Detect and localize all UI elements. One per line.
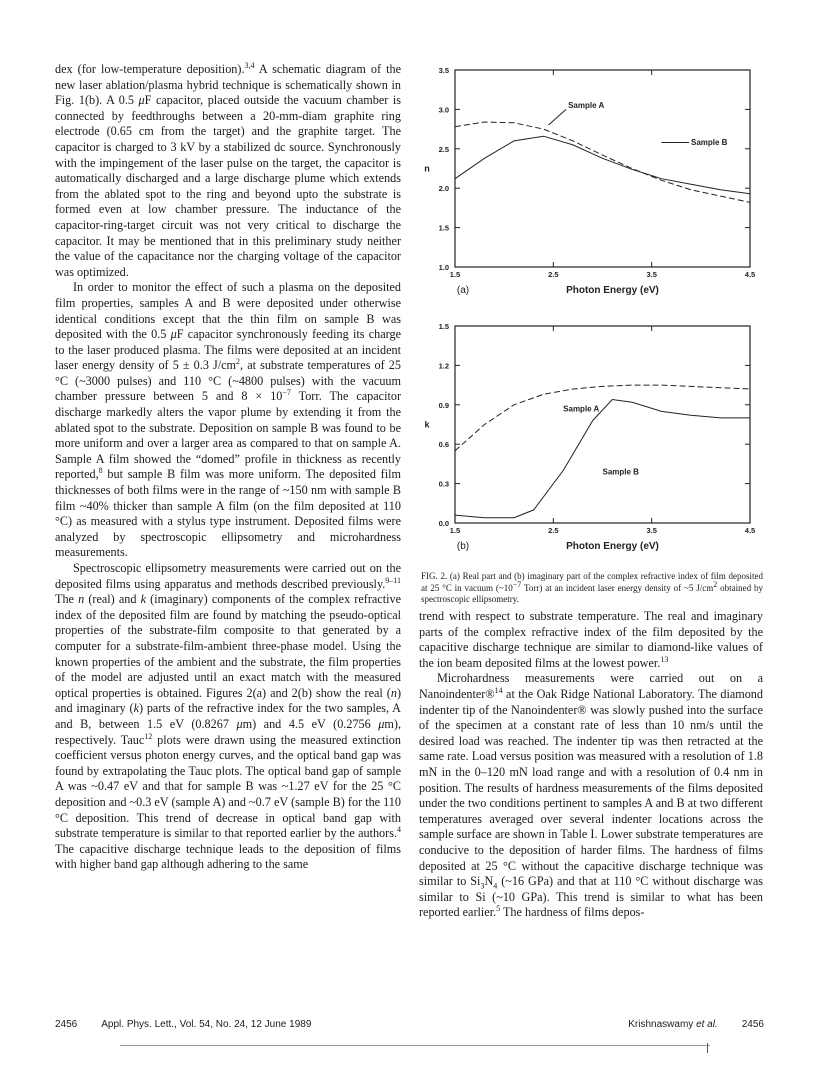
- series-label-leader: [548, 109, 566, 125]
- paragraph: In order to monitor the effect of such a plasma on the deposited film properties, samples A and B were deposited under otherwise identical conditions except that the thin film on sample B was deposited with the 0.5 μF capacitor synchronously feeding its charge to the laser produced plasma. The films were deposited at an incident laser energy density of 5 ± 0.3 $J/cm^2$, at substrate temperatures of 25 °C (~3000 pulses) and 110 °C (~4800 pulses) with the vacuum chamber pressure between 5 and $8 \times 10^{-7}$ Torr. The capacitor discharge markedly alters the vapor plume by extending it from the ablated spot to the substrate. Deposition on sample B was found to be more uniform and over a larger area as compared to that on sample A. Sample A film showed the “domed” profile in thickness as recently reported,$^8$ but sample B film was more uniform. The deposited film thicknesses of both films were in the range of ~150 nm with sample B film ~40% thicker than sample A film (on the film deposited at 110 °C) as measured with a stylus type instrument. Deposited films were analyzed by spectroscopic ellipsometry and microhardness measurements.: [55, 280, 401, 560]
- x-tick-label: 3.5: [646, 526, 657, 535]
- y-tick-label: 2.5: [438, 144, 449, 154]
- y-tick-label: 1.5: [438, 223, 449, 233]
- y-axis-label: k: [424, 419, 430, 430]
- y-axis-label: n: [424, 163, 430, 174]
- y-tick-label: 3.5: [438, 66, 449, 75]
- footer-right: [588, 1019, 764, 1030]
- series-label: Sample A: [568, 100, 605, 110]
- series-line-sample-a: [455, 385, 750, 451]
- x-tick-label: 2.5: [548, 270, 559, 279]
- running-author: Krishnaswamy: [628, 1019, 694, 1030]
- y-tick-label: 0.0: [438, 519, 449, 528]
- x-axis-label: Photon Energy (eV): [566, 285, 659, 296]
- plot-frame: [455, 326, 750, 523]
- x-tick-label: 4.5: [744, 270, 756, 279]
- series-label: Sample B: [602, 467, 639, 477]
- bottom-tick: [707, 1043, 708, 1053]
- y-tick-label: 1.5: [438, 322, 449, 331]
- figure-2b: [419, 316, 769, 564]
- y-tick-label: 3.0: [438, 105, 449, 115]
- panel-label: (b): [456, 541, 470, 552]
- running-author-etal: et al.: [696, 1019, 718, 1030]
- y-tick-label: 0.3: [438, 479, 449, 489]
- footer-left: [55, 1019, 311, 1030]
- y-tick-label: 2.0: [438, 184, 449, 194]
- series-label: Sample B: [691, 137, 728, 147]
- page-number: 2456: [55, 1019, 78, 1030]
- paragraph: Spectroscopic ellipsometry measurements were carried out on the deposited films using apparatus and methods described previously.$^{9-11}$ The n (real) and k (imaginary) components of the complex refractive index of the deposited film are found by matching the pseudo-optical properties of the substrate-film composite to that generated by a computer for a substrate-film-ambient three-phase model. Using the known properties of the ambient and the substrate, the film properties of the model are adjusted until an exact match with the measured optical properties is obtained. Figures 2(a) and 2(b) show the real (n) and imaginary (k) parts of the refractive index for the two samples, A and B, between 1.5 eV (0.8267 μm) and 4.5 eV (0.2756 μm), respectively. Tauc$^{12}$ plots were drawn using the measured extinction coefficient versus photon energy curves, and the optical band gap was found by extrapolating the Tauc plots. The optical band gap of sample A was ~0.47 eV and that for sample B was ~1.27 eV for the 25 °C deposition and ~0.3 eV (sample A) and ~0.7 eV (sample B) for the 110 °C deposition. This trend of decrease in optical band gap with substrate temperature is similar to that reported earlier by the authors.$^4$ The capacitive discharge technique leads to the deposition of films with higher band gap although adhering to the same: [55, 561, 401, 872]
- bottom-rule: [120, 1045, 710, 1046]
- x-tick-label: 1.5: [449, 526, 461, 535]
- figure-caption: FIG. 2. (a) Real part and (b) imaginary part of the complex refractive index of film deposited at 25 °C in vacuum ($\sim 10^{-7}$ Torr) at an incident laser energy density of ~5 $J/cm^2$ obtained by spectroscopic ellipsometry.: [421, 571, 763, 604]
- y-tick-label: 1.2: [438, 361, 449, 371]
- x-axis-label: Photon Energy (eV): [566, 541, 659, 552]
- paragraph: dex (for low-temperature deposition).$^{3,4}$ A schematic diagram of the new laser ablation/plasma hybrid technique is schematically shown in Fig. 1(b). A 0.5 μF capacitor, placed outside the vacuum chamber is connected by feedthroughs between a 20-mm-diam graphite ring electrode (0.65 cm from the target) and the graphite target. The capacitor is charged to 3 kV by a stabilized dc source. Synchronously with the impingement of the laser pulse on the target, the capacitor is automatically discharged and a large discharge plume which extends from the ablated spot to the ring and beyond upto the substrate is formed even at low chamber pressure. The inductance of the capacitor-ring-target circuit was not very critical to discharge the capacitor. It may be mentioned that in this preliminary study neither the value of the capacitance nor the charging voltage of the capacitor was optimized.: [55, 60, 401, 279]
- left-column: [55, 62, 401, 873]
- x-tick-label: 4.5: [744, 526, 756, 535]
- series-line-sample-a: [455, 122, 750, 202]
- right-column: [419, 609, 763, 921]
- plot-frame: [455, 70, 750, 267]
- series-label: Sample A: [563, 404, 600, 414]
- x-tick-label: 2.5: [548, 526, 559, 535]
- chart-n-vs-energy: [419, 60, 769, 310]
- y-tick-label: 1.0: [438, 263, 449, 272]
- page-number: 2456: [741, 1019, 764, 1030]
- paragraph: trend with respect to substrate temperature. The real and imaginary parts of the complex refractive index of the film deposited by the capacitive discharge technique are similar to diamond-like values of the ion beam deposited films at the lowest power.$^{13}$: [419, 609, 763, 670]
- y-tick-label: 0.6: [438, 440, 449, 450]
- x-tick-label: 3.5: [646, 270, 657, 279]
- figure-2a: [419, 60, 769, 310]
- series-line-sample-b: [455, 400, 750, 518]
- journal-citation: Appl. Phys. Lett., Vol. 54, No. 24, 12 June 1989: [101, 1019, 312, 1030]
- chart-k-vs-energy: [419, 316, 769, 564]
- y-tick-label: 0.9: [438, 400, 449, 410]
- paragraph: Microhardness measurements were carried out on a Nanoindenter®$^{14}$ at the Oak Ridge National Laboratory. The diamond indenter tip of the Nanoindenter® was slowly pushed into the surface of the specimen at a constant rate of less than 10 nm/s until the desired load was reached. The indenter tip was then retracted at the same rate. Load versus position was measured with a resolution of 1.8 mN in the 0–120 mN load range and with a resolution of 0.4 nm in position. The results of hardness measurements of the films deposited under the two conditions pertinent to samples A and B at two different temperatures averaged over several indenter locations across the sample surface are shown in Table I. Lower substrate temperatures are conducive to the deposition of harder films. The hardness of films deposited at 25 °C without the capacitive discharge technique was similar to $Si_3N_4$ (~16 GPa) and that at 110 °C without discharge was similar to Si (~10 GPa). This trend is similar to what has been reported earlier.$^5$ The hardness of films depos-: [419, 671, 763, 920]
- panel-label: (a): [456, 285, 470, 296]
- x-tick-label: 1.5: [449, 270, 461, 279]
